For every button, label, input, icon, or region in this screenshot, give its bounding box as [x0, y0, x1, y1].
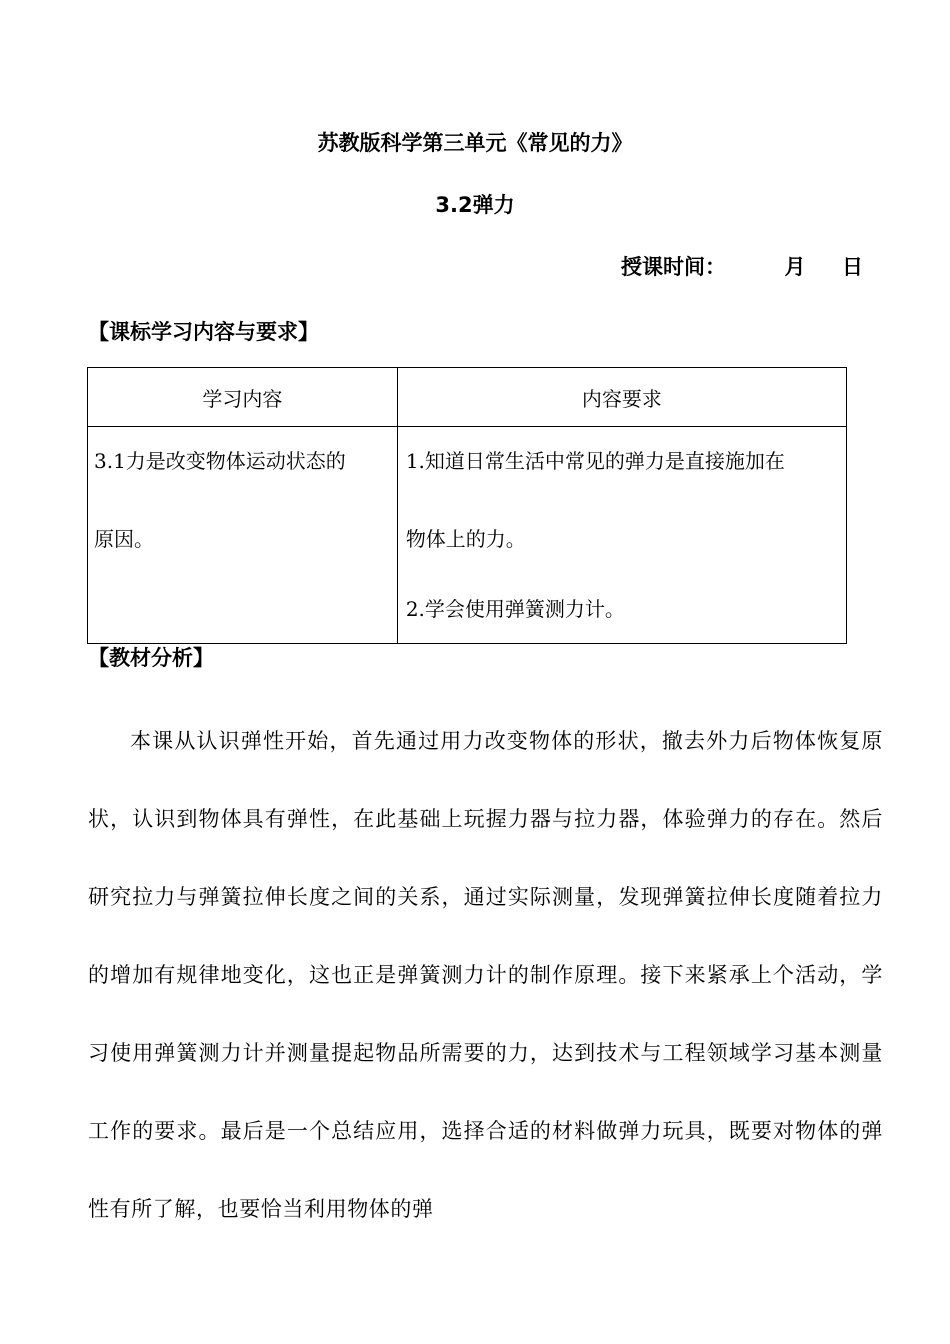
table-row — [88, 427, 847, 644]
content-line: 原因。 — [94, 527, 154, 551]
section-heading-analysis: 【教材分析】 — [88, 646, 214, 670]
standards-table — [87, 367, 847, 644]
document-title: 苏教版科学第三单元《常见的力》 — [317, 131, 633, 155]
table-cell-content — [88, 427, 398, 644]
requirement-line: 1.知道日常生活中常见的弹力是直接施加在 — [405, 449, 785, 473]
requirement-line: 物体上的力。 — [405, 527, 526, 551]
requirement-line: 2.学会使用弹簧测力计。 — [405, 597, 625, 621]
table-header-row — [88, 368, 847, 427]
content-line: 3.1力是改变物体运动状态的 — [94, 449, 346, 473]
table-header-content: 学习内容 — [88, 368, 398, 427]
table-cell-requirements — [397, 427, 846, 644]
lesson-title: 3.2弹力 — [435, 193, 515, 217]
table-header-requirements: 内容要求 — [397, 368, 846, 427]
section-heading-standards: 【课标学习内容与要求】 — [88, 320, 319, 344]
analysis-paragraph: 本课从认识弹性开始，首先通过用力改变物体的形状，撤去外力后物体恢复原状，认识到物体具有弹性，在此基础上玩握力器与拉力器，体验弹力的存在。然后研究拉力与弹簧拉伸长度之间的关系，通过实际测量，发现弹簧拉伸长度随着拉力的增加有规律地变化，这也正是弹簧测力计的制作原理。接下来紧承上个活动，学习使用弹簧测力计并测量提起物品所需要的力，达到技术与工程领域学习基本测量工作的要求。最后是一个总结应用，选择合适的材料做弹力玩具，既要对物体的弹性有所了解，也要恰当利用物体的弹 — [88, 729, 883, 1221]
teaching-date: 授课时间： 月 日 — [620, 255, 863, 279]
